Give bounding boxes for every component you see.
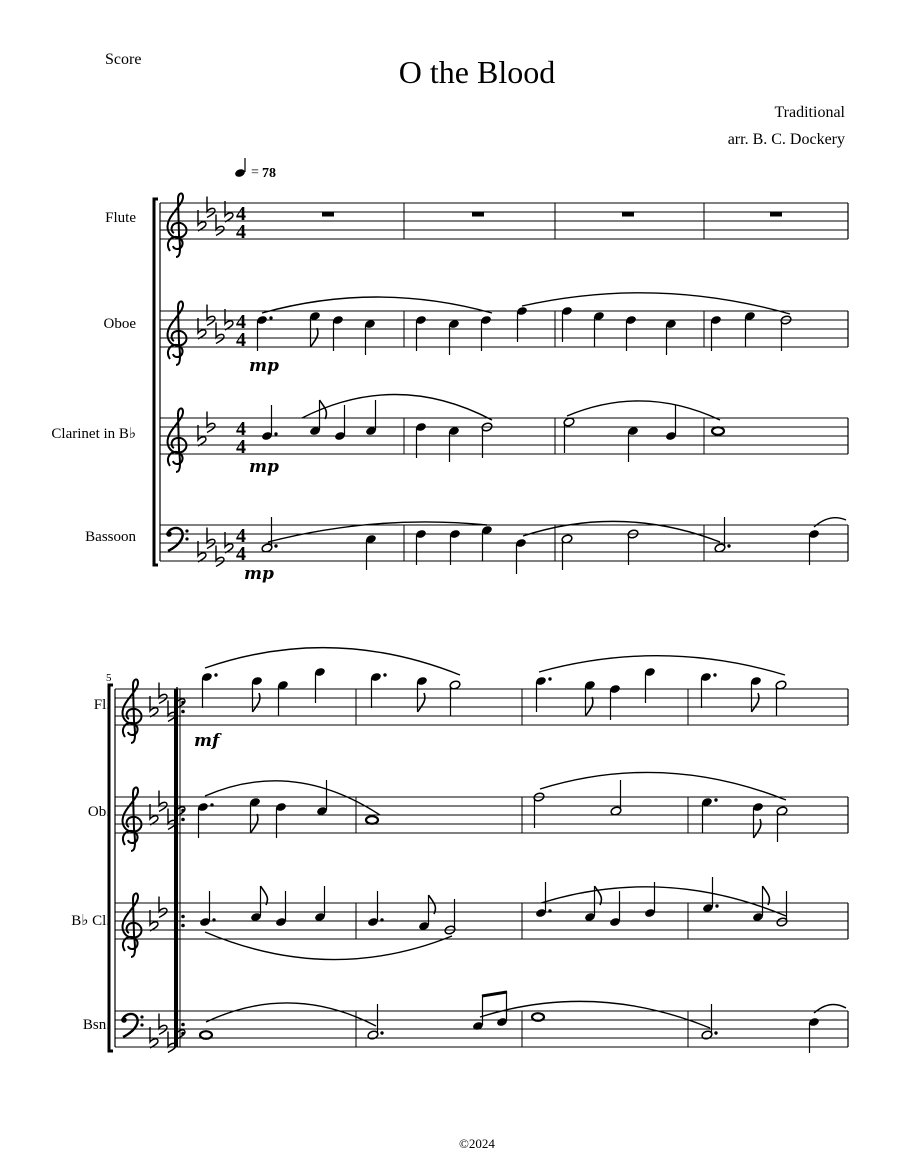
augmentation-dot [548, 909, 551, 912]
slur [814, 1004, 846, 1013]
score-label: Score [105, 51, 142, 68]
key-signature-flat [216, 546, 224, 567]
note-flag [595, 886, 602, 905]
key-signature-flat [216, 215, 224, 236]
bass-clef-icon [166, 528, 188, 551]
beam [482, 992, 507, 996]
augmentation-dot [714, 1031, 717, 1034]
slur [539, 656, 785, 675]
note-flag [429, 895, 436, 914]
key-signature-flat [159, 897, 167, 918]
tempo-note-icon [234, 168, 246, 178]
repeat-dot [181, 1023, 185, 1027]
repeat-dot [181, 924, 185, 928]
repeat-dot [181, 818, 185, 822]
time-signature-bottom: 4 [236, 436, 246, 458]
note-head [366, 816, 378, 824]
composer-credit: Traditional [774, 104, 845, 121]
instrument-name-flute: Flute [105, 210, 136, 226]
dynamic-marking: mf [194, 731, 220, 751]
augmentation-dot [214, 673, 217, 676]
whole-rest [472, 212, 484, 217]
key-signature-flat [159, 791, 167, 812]
dynamic-marking: mp [244, 564, 274, 584]
note-flag [261, 886, 268, 905]
time-signature-bottom: 4 [236, 329, 246, 351]
note-flag [763, 886, 770, 905]
augmentation-dot [727, 544, 730, 547]
augmentation-dot [212, 918, 215, 921]
time-signature-bottom: 4 [236, 221, 246, 243]
augmentation-dot [210, 803, 213, 806]
repeat-dot [181, 710, 185, 714]
key-signature-flat [216, 323, 224, 344]
instrument-abbrev-flute: Fl. [93, 697, 110, 713]
arranger-credit: arr. B. C. Dockery [727, 131, 845, 148]
key-signature-flat [207, 412, 215, 433]
time-signature-bottom: 4 [236, 543, 246, 565]
key-signature-flat [159, 683, 167, 704]
augmentation-dot [274, 544, 277, 547]
instrument-name-oboe: Oboe [103, 316, 136, 332]
instrument-abbrev-oboe: Ob. [87, 804, 110, 820]
note-flag [253, 693, 260, 712]
note-head [712, 427, 724, 435]
whole-rest [322, 212, 334, 217]
slur [814, 518, 846, 527]
system-bracket [109, 685, 113, 1051]
augmentation-dot [714, 798, 717, 801]
key-signature-flat [159, 1014, 167, 1035]
dynamic-marking: mp [249, 356, 279, 376]
time-signature-top: 4 [236, 418, 246, 440]
whole-rest [770, 212, 782, 217]
time-signature-top: 4 [236, 203, 246, 225]
augmentation-dot [380, 1031, 383, 1034]
measure-number: 5 [106, 672, 112, 684]
copyright-notice: ©2024 [459, 1136, 495, 1151]
note-flag [754, 819, 761, 838]
page-title: O the Blood [398, 54, 556, 90]
slur [567, 401, 720, 420]
key-signature-flat [207, 528, 215, 549]
instrument-name-clarinet: Clarinet in B♭ [51, 426, 136, 442]
time-signature-top: 4 [236, 525, 246, 547]
key-signature-flat [207, 197, 215, 218]
bass-clef-icon [121, 1014, 143, 1037]
instrument-abbrev-bassoon: Bsn. [82, 1017, 110, 1033]
tempo-value: 78 [262, 166, 276, 181]
note-flag [752, 693, 759, 712]
key-signature-flat [207, 305, 215, 326]
augmentation-dot [383, 673, 386, 676]
slur [205, 648, 460, 675]
augmentation-dot [548, 677, 551, 680]
system-bracket [154, 199, 158, 565]
time-signature-top: 4 [236, 311, 246, 333]
repeat-dot [181, 915, 185, 919]
whole-rest [622, 212, 634, 217]
instrument-name-bassoon: Bassoon [85, 529, 136, 545]
instrument-abbrev-clarinet: B♭ Cl. [71, 913, 110, 929]
augmentation-dot [380, 918, 383, 921]
note-flag [418, 693, 425, 712]
augmentation-dot [713, 673, 716, 676]
augmentation-dot [715, 904, 718, 907]
slur [205, 932, 452, 960]
slur [205, 781, 380, 815]
slur [480, 1001, 710, 1028]
slur [523, 521, 720, 542]
slur [302, 394, 492, 420]
tempo-equals: = [251, 165, 259, 180]
slur [540, 772, 786, 800]
augmentation-dot [269, 316, 272, 319]
slur [206, 1003, 376, 1026]
dynamic-marking: mp [249, 457, 279, 477]
augmentation-dot [274, 432, 277, 435]
